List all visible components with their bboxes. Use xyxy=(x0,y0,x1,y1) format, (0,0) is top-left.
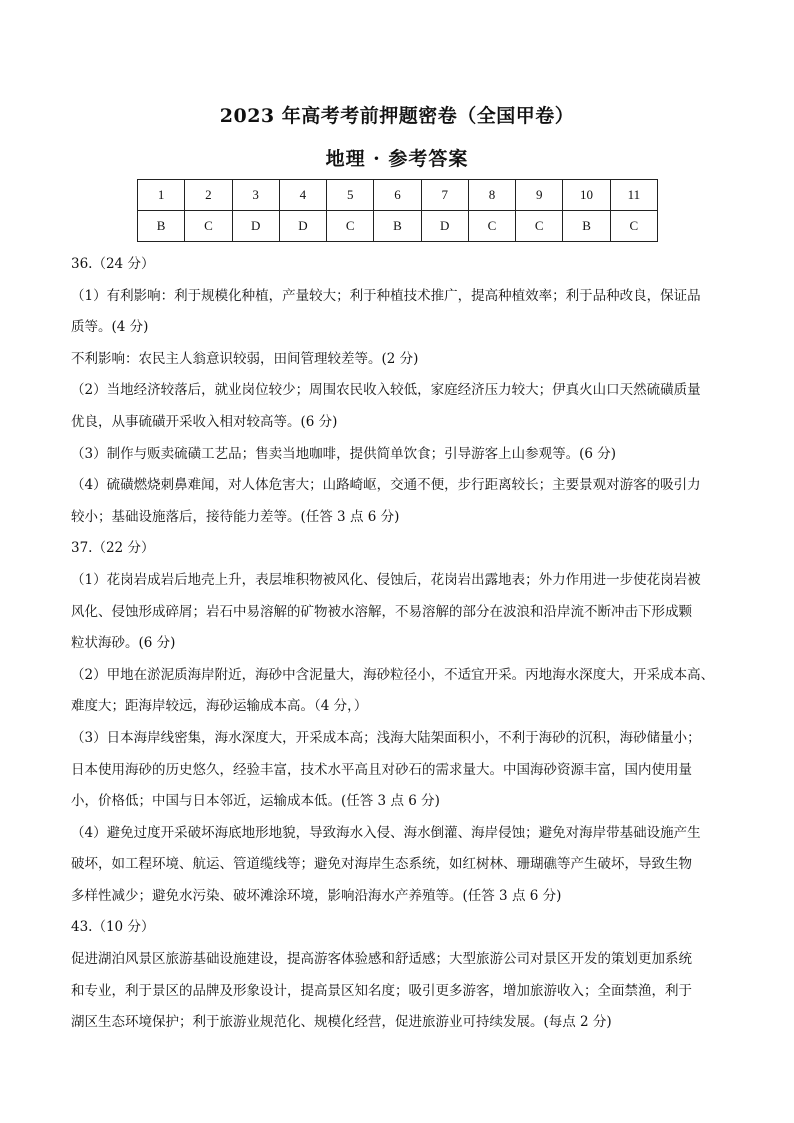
answer-cell: C xyxy=(468,211,515,242)
answer-line: （2）当地经济较落后，就业岗位较少；周围农民收入较低，家庭经济压力较大；伊真火山口天然硫磺质量 xyxy=(71,382,701,399)
answer-line: 小，价格低；中国与日本邻近，运输成本低。(任答 3 点 6 分) xyxy=(71,793,440,810)
answer-cell: C xyxy=(516,211,563,242)
question-37-heading: 37.（22 分） xyxy=(71,540,155,557)
answer-line: 风化、侵蚀形成碎屑；岩石中易溶解的矿物被水溶解，不易溶解的部分在波浪和沿岸流不断冲击下形成颗 xyxy=(71,603,692,620)
question-number-cell: 1 xyxy=(138,180,185,211)
question-number-cell: 8 xyxy=(468,180,515,211)
question-number-cell: 10 xyxy=(563,180,610,211)
answer-line: 湖区生态环境保护；利于旅游业规范化、规模化经营，促进旅游业可持续发展。(每点 2 分) xyxy=(71,1014,612,1031)
answer-cell: C xyxy=(185,211,232,242)
answer-cell: B xyxy=(374,211,421,242)
answer-cell: D xyxy=(232,211,279,242)
question-43-heading: 43.（10 分） xyxy=(71,919,155,936)
answer-line: 难度大；距海岸较远，海砂运输成本高。（4 分，） xyxy=(71,698,368,715)
answer-cell: D xyxy=(421,211,468,242)
answer-line: 破坏，如工程环境、航运、管道缆线等；避免对海岸生态系统，如红树林、珊瑚礁等产生破坏，导致生物 xyxy=(71,856,692,873)
question-number-cell: 4 xyxy=(279,180,326,211)
answer-line: （4）硫磺燃烧刺鼻难闻，对人体危害大；山路崎岖，交通不便，步行距离较长；主要景观对游客的吸引力 xyxy=(71,477,701,494)
answer-table xyxy=(137,179,658,242)
answer-content xyxy=(71,249,731,1039)
question-number-cell: 6 xyxy=(374,180,421,211)
answer-line: 不利影响：农民主人翁意识较弱，田间管理较差等。(2 分) xyxy=(71,350,419,367)
answer-line: （3）日本海岸线密集，海水深度大，开采成本高；浅海大陆架面积小，不利于海砂的沉积，海砂储量小； xyxy=(71,729,701,746)
answer-line: 多样性减少；避免水污染、破坏滩涂环境，影响沿海水产养殖等。(任答 3 点 6 分) xyxy=(71,887,562,904)
question-number-cell: 11 xyxy=(610,180,657,211)
answer-line: 粒状海砂。(6 分) xyxy=(71,635,176,652)
answer-line: （1）花岗岩成岩后地壳上升，表层堆积物被风化、侵蚀后，花岗岩出露地表；外力作用进一步使花岗岩被 xyxy=(71,571,701,588)
answer-table-number-row xyxy=(138,180,658,211)
answer-line: 和专业，利于景区的品牌及形象设计，提高景区知名度；吸引更多游客，增加旅游收入；全面禁渔，利于 xyxy=(71,982,692,999)
question-number-cell: 5 xyxy=(327,180,374,211)
answer-line: 日本使用海砂的历史悠久，经验丰富，技术水平高且对砂石的需求量大。中国海砂资源丰富，国内使用量 xyxy=(71,761,692,778)
question-number-cell: 7 xyxy=(421,180,468,211)
answer-cell: D xyxy=(279,211,326,242)
answer-cell: B xyxy=(563,211,610,242)
answer-line: （1）有利影响：利于规模化种植，产量较大；利于种植技术推广，提高种植效率；利于品种改良，保证品 xyxy=(71,287,701,304)
question-number-cell: 3 xyxy=(232,180,279,211)
question-number-cell: 9 xyxy=(516,180,563,211)
answer-line: （2）甲地在淤泥质海岸附近，海砂中含泥量大，海砂粒径小，不适宜开采。丙地海水深度大，开采成本高、 xyxy=(71,666,715,683)
answer-cell: C xyxy=(610,211,657,242)
page-subtitle: 地理 · 参考答案 xyxy=(325,148,469,170)
question-36-heading: 36.（24 分） xyxy=(71,256,155,272)
answer-line: 促进湖泊风景区旅游基础设施建设，提高游客体验感和舒适感；大型旅游公司对景区开发的策划更加系统 xyxy=(71,951,692,968)
question-number-cell: 2 xyxy=(185,180,232,211)
answer-table-answer-row xyxy=(138,211,658,242)
answer-line: 优良，从事硫磺开采收入相对较高等。(6 分) xyxy=(71,413,338,430)
answer-line: 较小；基础设施落后，接待能力差等。(任答 3 点 6 分) xyxy=(71,508,400,525)
answer-line: （4）避免过度开采破坏海底地形地貌，导致海水入侵、海水倒灌、海岸侵蚀；避免对海岸带基础设施产生 xyxy=(71,824,701,841)
page-title: 2023 年高考考前押题密卷（全国甲卷） xyxy=(219,105,575,127)
answer-line: （3）制作与贩卖硫磺工艺品；售卖当地咖啡，提供简单饮食；引导游客上山参观等。(6 分) xyxy=(71,445,617,462)
answer-line: 质等。(4 分) xyxy=(71,319,149,336)
answer-cell: C xyxy=(327,211,374,242)
answer-cell: B xyxy=(138,211,185,242)
